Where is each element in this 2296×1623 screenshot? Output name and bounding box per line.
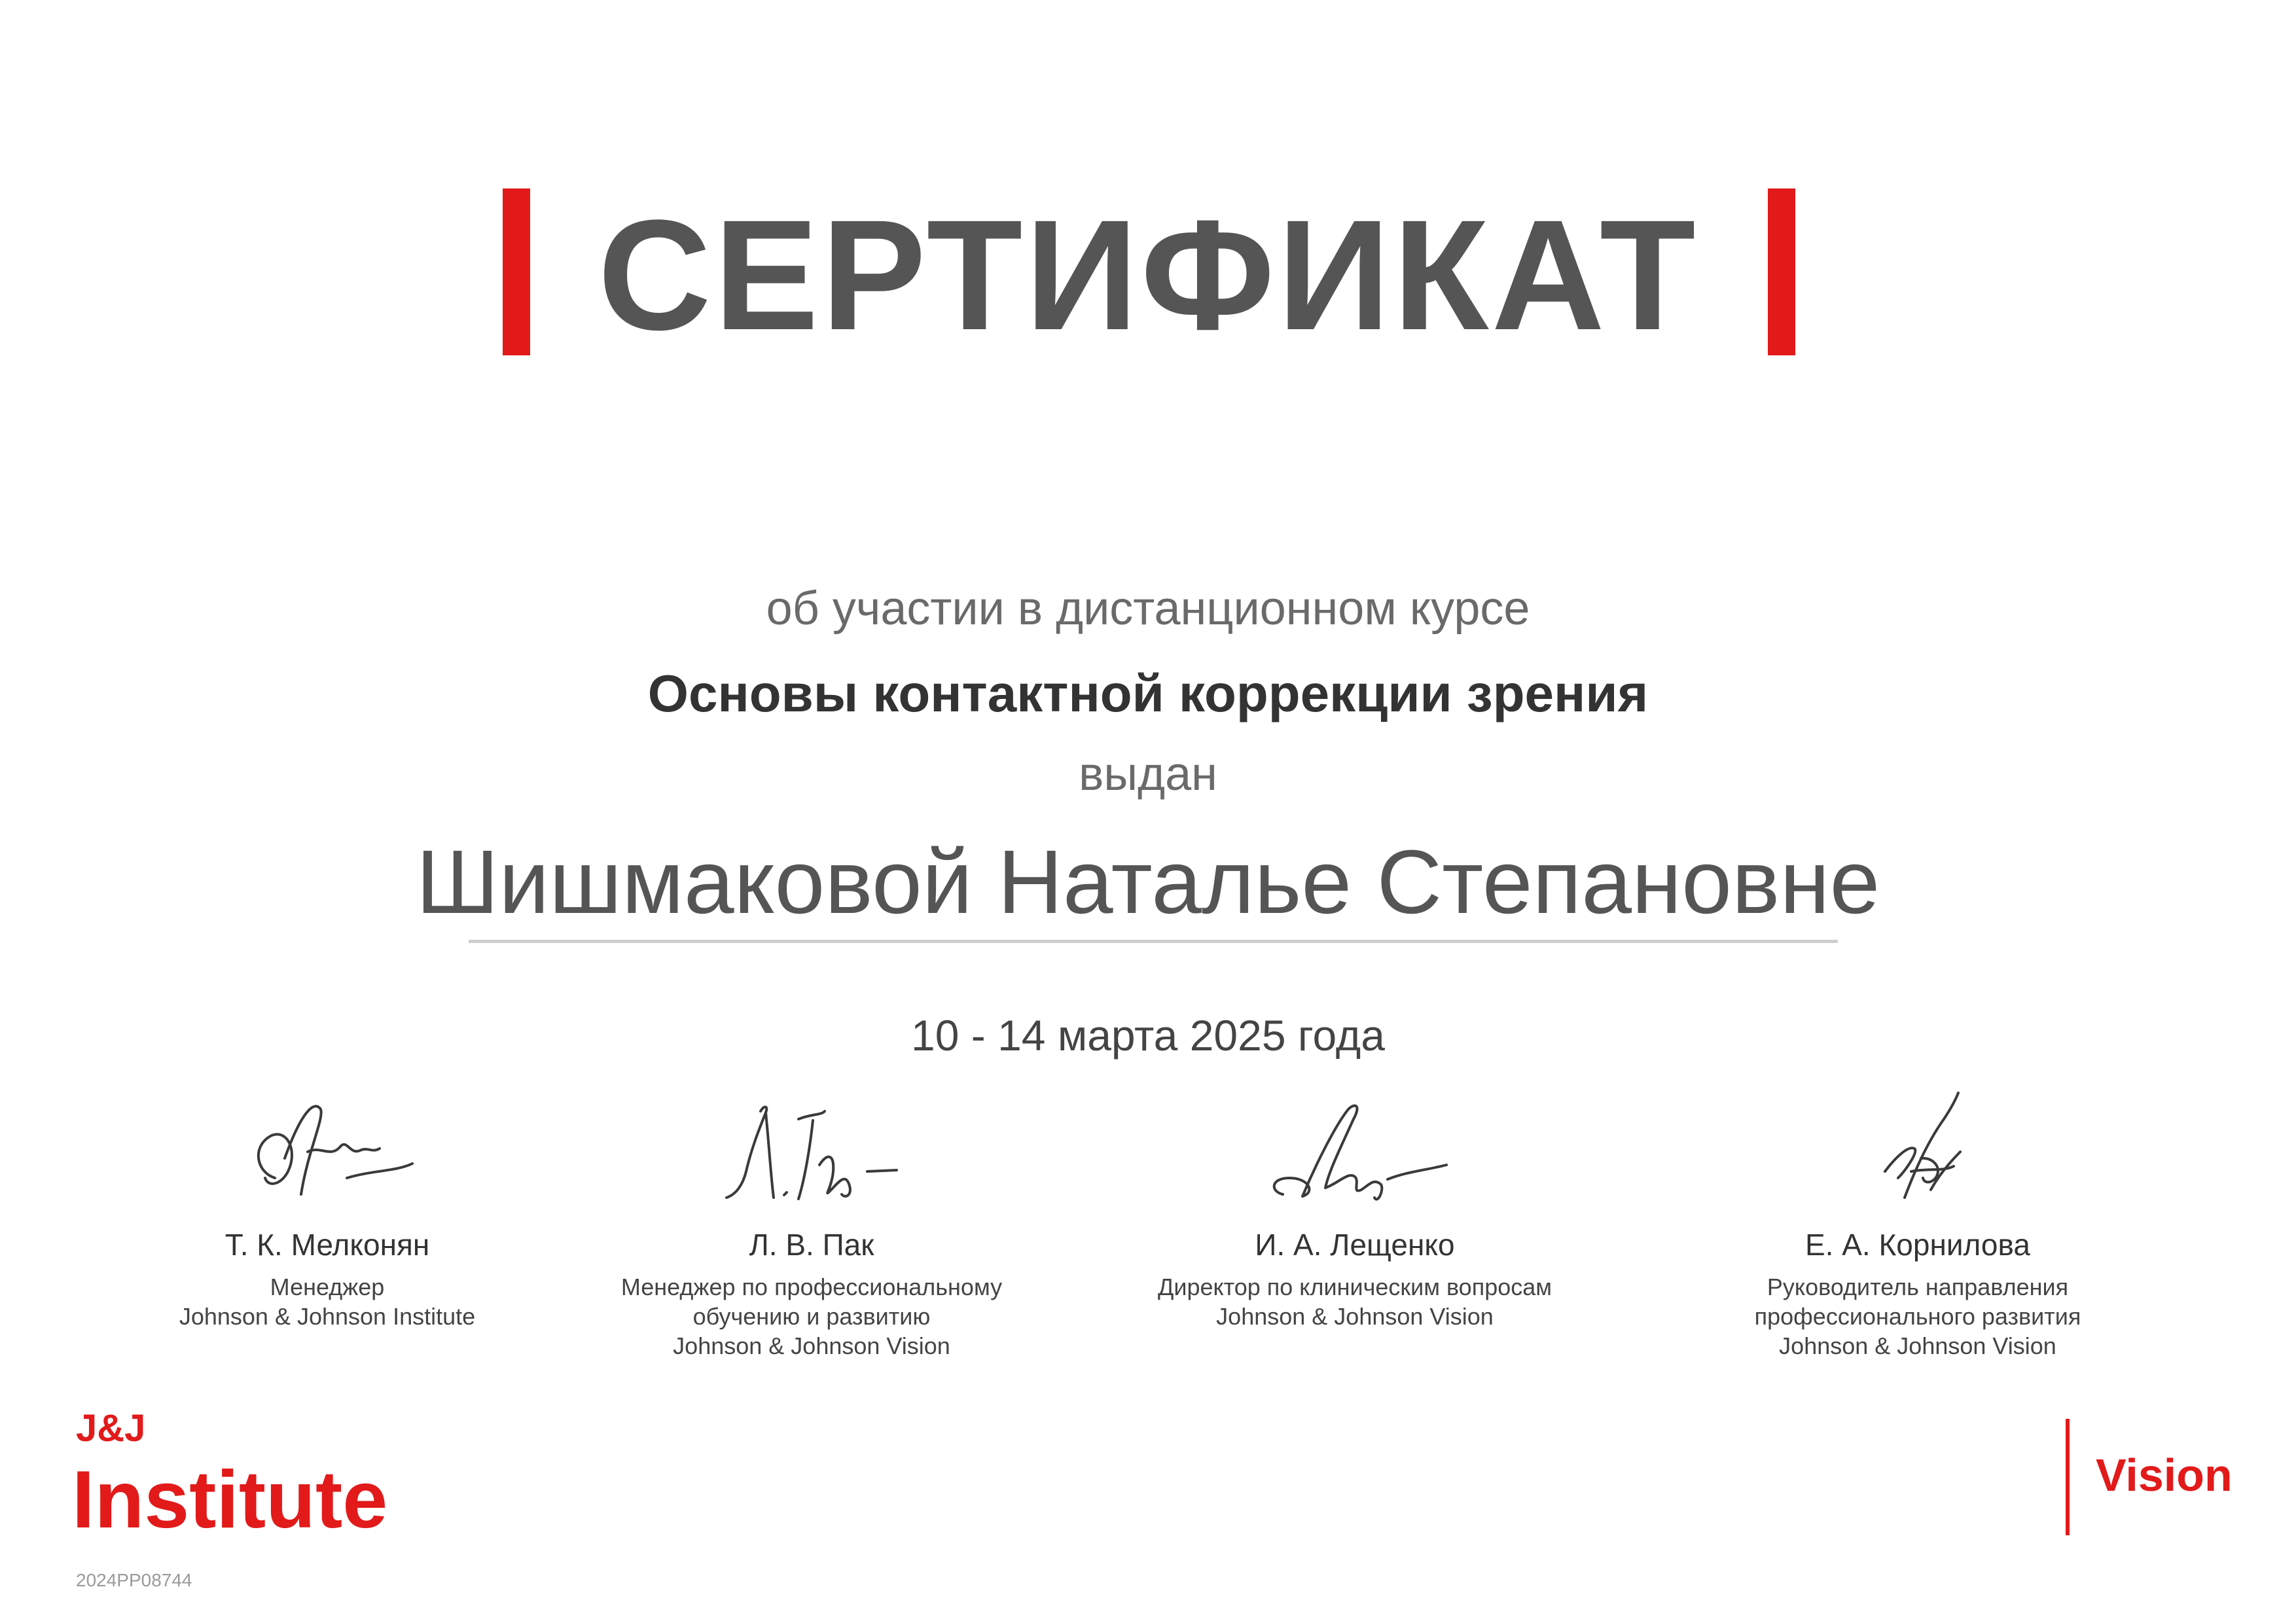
signer-block-2 — [583, 1073, 1041, 1361]
signature-1 — [216, 1073, 439, 1224]
signer-name-3: И. А. Лещенко — [1255, 1228, 1455, 1262]
signer-role-4-line-2: профессионального развития — [1754, 1303, 2081, 1330]
signature-4 — [1806, 1073, 2029, 1224]
signer-role-2-line-1: Менеджер по профессиональному — [620, 1274, 1003, 1300]
signer-block-1 — [98, 1073, 556, 1331]
signer-role-2-line-2: обучению и развитию — [692, 1303, 931, 1330]
signature-2 — [700, 1073, 923, 1224]
signer-name-1: Т. К. Мелконян — [224, 1228, 430, 1262]
document-code: 2024PP08744 — [76, 1570, 192, 1590]
signature-3 — [1244, 1073, 1466, 1224]
vision-logo-bar — [2066, 1419, 2070, 1535]
signer-role-3-line-1: Директор по клиническим вопросам — [1157, 1274, 1552, 1300]
recipient-underline — [469, 940, 1838, 943]
signer-role-1-line-2: Johnson & Johnson Institute — [179, 1303, 476, 1330]
intro-text: об участии в дистанционном курсе — [766, 582, 1530, 635]
issued-text: выдан — [1079, 748, 1217, 800]
signer-name-4: Е. А. Корнилова — [1805, 1228, 2030, 1262]
jj-logo: J&J — [76, 1407, 146, 1450]
course-dates: 10 - 14 марта 2025 года — [911, 1011, 1385, 1060]
vision-logo: Vision — [2096, 1450, 2233, 1501]
recipient-name: Шишмаковой Наталье Степановне — [416, 832, 1880, 933]
signer-name-2: Л. В. Пак — [749, 1228, 874, 1262]
signer-role-4-line-1: Руководитель направления — [1767, 1274, 2069, 1300]
certificate-title: СЕРТИФИКАТ — [598, 187, 1698, 363]
institute-logo: Institute — [72, 1455, 388, 1545]
title-accent-bar-right — [1768, 188, 1795, 355]
signer-role-1-line-1: Менеджер — [270, 1274, 385, 1300]
signer-role-4-line-3: Johnson & Johnson Vision — [1779, 1332, 2056, 1359]
course-name: Основы контактной коррекции зрения — [647, 664, 1649, 722]
signer-block-4 — [1689, 1073, 2147, 1361]
signer-role-2-line-3: Johnson & Johnson Vision — [673, 1332, 950, 1359]
signer-block-3 — [1126, 1073, 1584, 1331]
signer-role-3-line-2: Johnson & Johnson Vision — [1216, 1303, 1494, 1330]
